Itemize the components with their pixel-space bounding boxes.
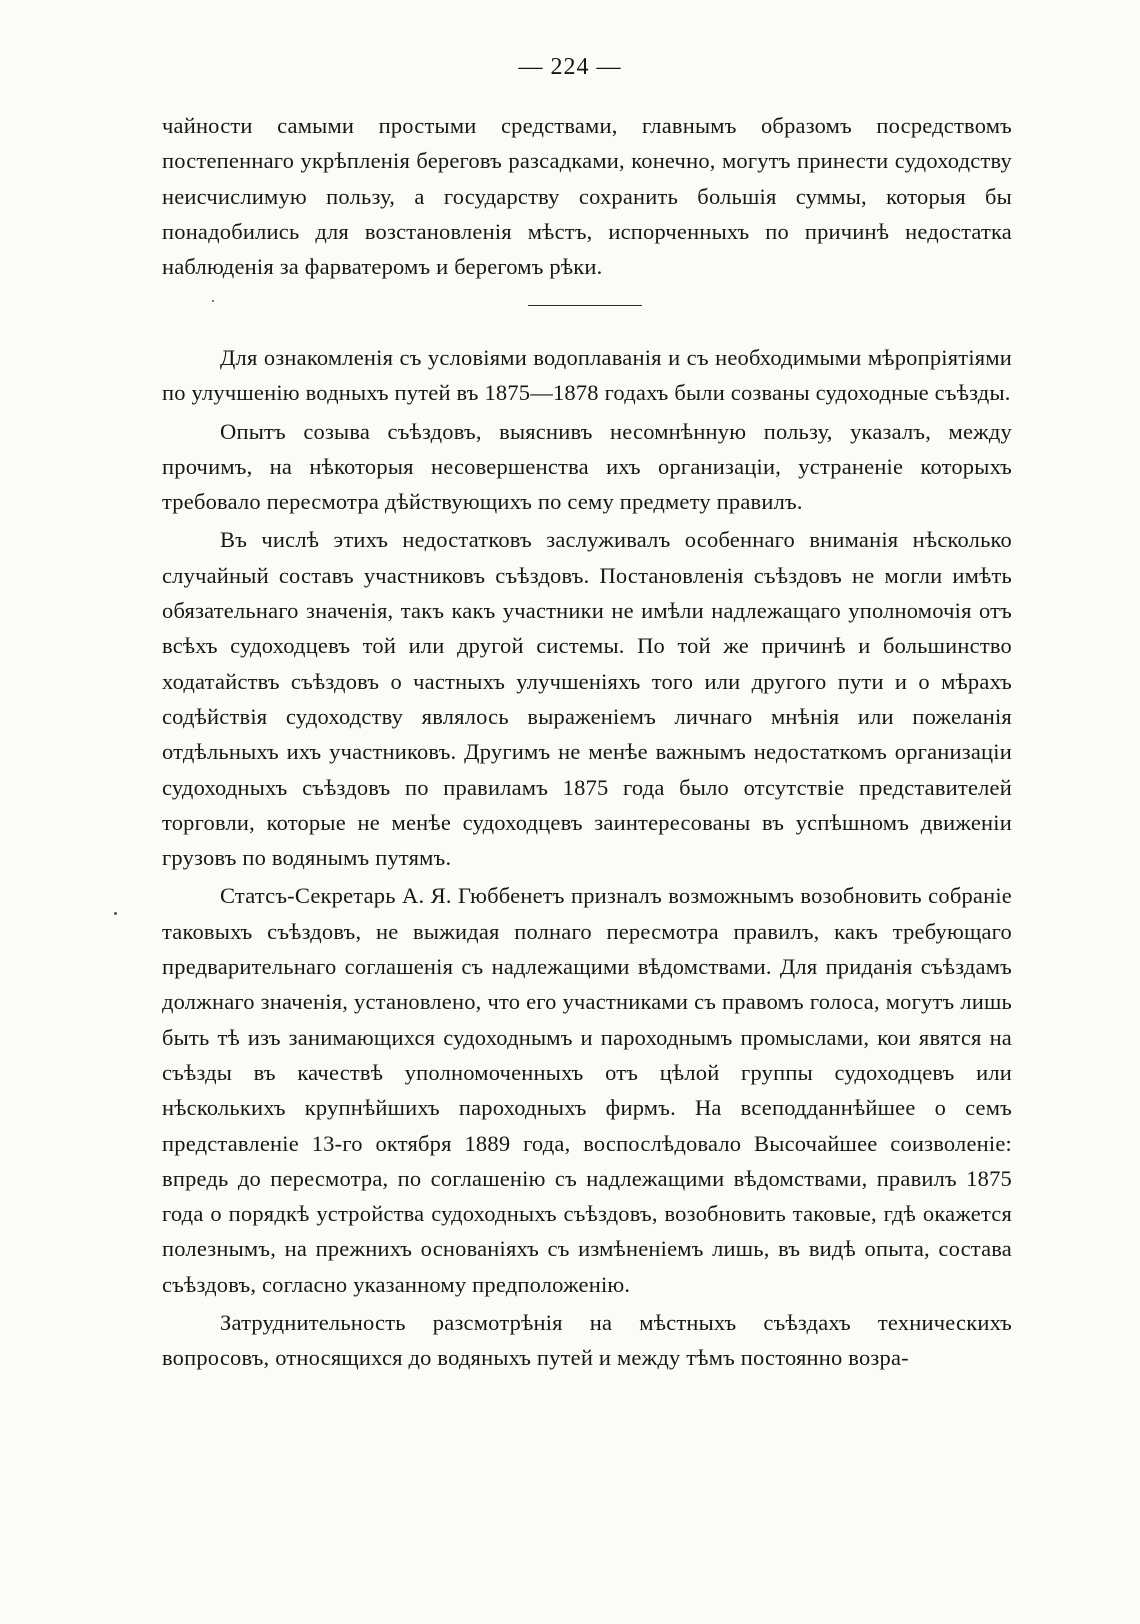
- continuation-text: [162, 108, 1012, 284]
- paragraph-difficulty: Затруднительность разсмотрѣнія на мѣстныхъ съѣздахъ техническихъ вопросовъ, относящихся до водяныхъ путей и между тѣмъ постоянно возра-: [162, 1310, 1012, 1371]
- main-text: [162, 340, 1012, 1376]
- paragraph-congresses-convened: Для ознакомленія съ условіями водоплаванія и съ необходимыми мѣропріятіями по улучшенію водныхъ путей въ 1875—1878 годахъ были созваны судоходные съѣзды.: [162, 345, 1012, 406]
- paragraph-experience: Опытъ созыва съѣздовъ, выяснивъ несомнѣнную пользу, указалъ, между прочимъ, на нѣкоторыя несовершенства ихъ организаціи, устраненіе которыхъ требовало пересмотра дѣйствующихъ по сему предмету правилъ.: [162, 418, 1012, 515]
- section-divider: [528, 305, 642, 306]
- page-number: — 224 —: [518, 54, 622, 80]
- paragraph-shortcomings: Въ числѣ этихъ недостатковъ заслуживалъ особеннаго вниманія нѣсколько случайный составъ участниковъ съѣздовъ. Постановленія съѣздовъ не могли имѣть обязательнаго значенія, такъ какъ участники не имѣли надлежащаго уполномочія отъ всѣхъ судоходцевъ той или другой системы. По той же причинѣ и большинство ходатайствъ съѣздовъ о частныхъ улучшеніяхъ того или другого пути и о мѣрахъ содѣйствія судоходству являлось выраженіемъ личнаго мнѣнія или пожеланія отдѣльныхъ ихъ участниковъ. Другимъ не менѣе важнымъ недостаткомъ организаціи судоходныхъ съѣздовъ по правиламъ 1875 года было отсутствіе представителей торговли, которые не менѣе судоходцевъ заинтересованы въ успѣшномъ движеніи грузовъ по водянымъ путямъ.: [162, 527, 1012, 871]
- top-paragraph: чайности самыми простыми средствами, главнымъ образомъ посредствомъ постепеннаго укрѣпленія береговъ разсадками, конечно, могутъ принести судоходству неисчислимую пользу, а государству сохранить большія суммы, которыя бы понадобились для возстановленія мѣстъ, испорченныхъ по причинѣ недостатка наблюденія за фарватеромъ и берегомъ рѣки.: [162, 113, 1012, 280]
- scan-speck: [114, 912, 117, 915]
- scan-speck: [212, 300, 214, 302]
- paragraph-gubbenet: Статсъ-Секретарь А. Я. Гюббенетъ призналъ возможнымъ возобновить собраніе таковыхъ съѣздовъ, не выжидая полнаго пересмотра правилъ, какъ требующаго предварительнаго соглашенія съ надлежащими вѣдомствами. Для приданія съѣздамъ должнаго значенія, установлено, что его участниками съ правомъ голоса, могутъ лишь быть тѣ изъ занимающихся судоходнымъ и пароходнымъ промыслами, кои явятся на съѣзды въ качествѣ уполномоченныхъ отъ цѣлой группы судоходцевъ или нѣсколькихъ крупнѣйшихъ пароходныхъ фирмъ. На всеподданнѣйшее о семъ представленіе 13-го октября 1889 года, воспослѣдовало Высочайшее соизволеніе: впредь до пересмотра, по соглашенію съ надлежащими вѣдомствами, правилъ 1875 года о порядкѣ устройства судоходныхъ съѣздовъ, возобновить таковые, гдѣ окажется полезнымъ, на прежнихъ основаніяхъ съ измѣненіемъ лишь, въ видѣ опыта, состава съѣздовъ, согласно указанному предположенію.: [162, 883, 1012, 1297]
